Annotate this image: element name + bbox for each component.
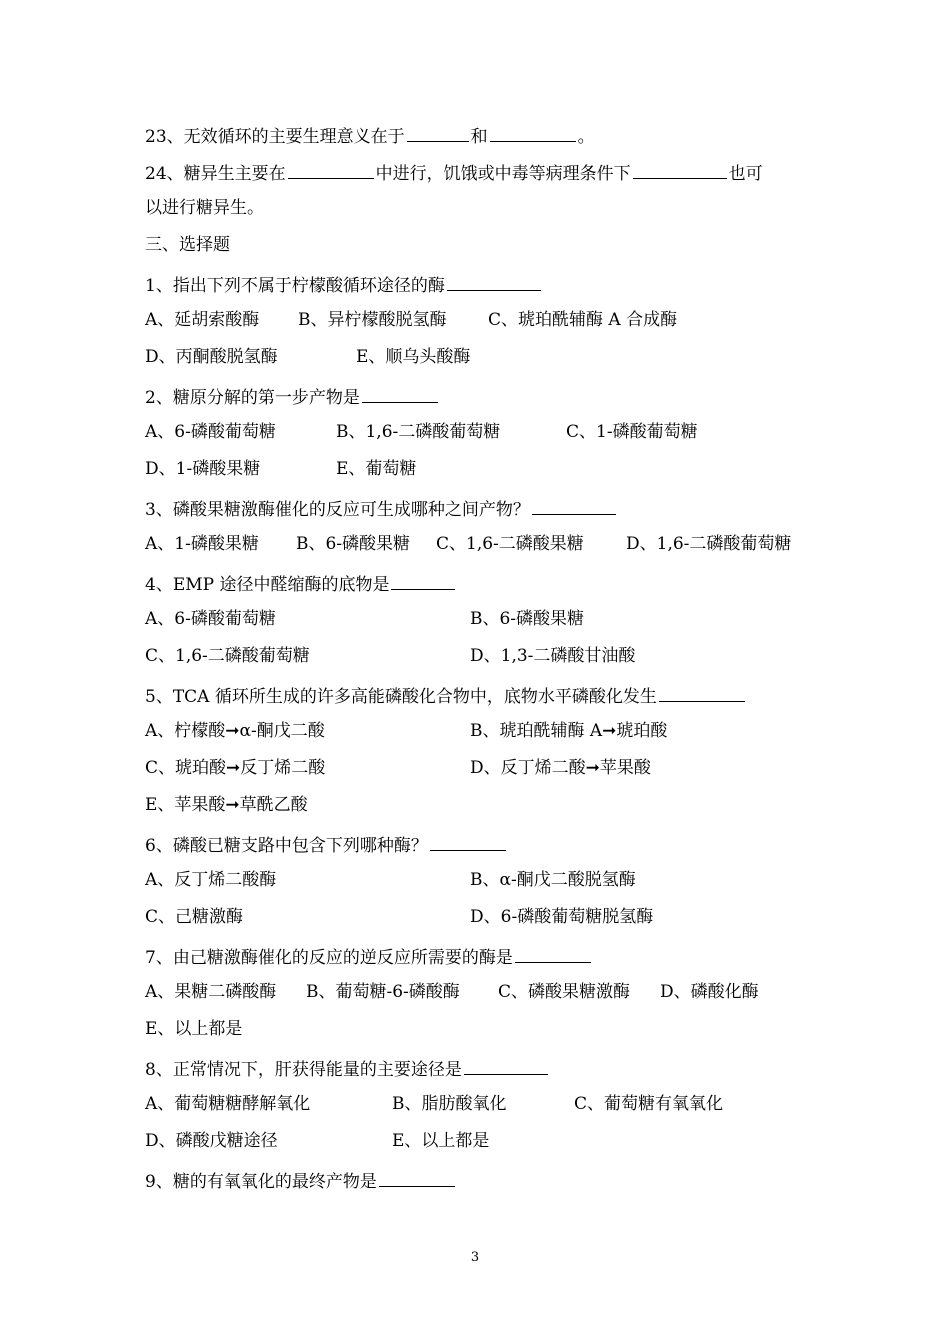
option-a: A、6-磷酸葡萄糖 xyxy=(145,609,276,629)
option-b: B、脂肪酸氧化 xyxy=(392,1094,507,1114)
question-23: 23、无效循环的主要生理意义在于 和 。 xyxy=(145,123,595,148)
answer-blank xyxy=(288,160,374,179)
answer-blank xyxy=(464,1056,548,1075)
answer-blank xyxy=(379,1168,455,1187)
option-b: B、α-酮戊二酸脱氢酶 xyxy=(470,870,636,890)
answer-blank xyxy=(490,123,576,142)
option-c: C、磷酸果糖激酶 xyxy=(498,982,631,1002)
option-b: B、1,6-二磷酸葡萄糖 xyxy=(336,422,501,442)
page-number: 3 xyxy=(470,1250,480,1265)
option-e: E、葡萄糖 xyxy=(336,459,417,479)
question-6: 6、磷酸已糖支路中包含下列哪种酶？ xyxy=(145,832,508,857)
option-c: C、葡萄糖有氧氧化 xyxy=(574,1094,724,1114)
option-a: A、反丁烯二酸酶 xyxy=(145,870,277,890)
option-d: D、6-磷酸葡萄糖脱氢酶 xyxy=(470,907,654,927)
option-a: A、延胡索酸酶 xyxy=(145,310,260,330)
option-e: E、以上都是 xyxy=(392,1131,490,1151)
option-d: D、磷酸戊糖途径 xyxy=(145,1131,278,1151)
section-heading: 三、选择题 xyxy=(145,235,230,255)
option-d: D、反丁烯二酸➞苹果酸 xyxy=(470,758,651,778)
answer-blank xyxy=(515,944,591,963)
option-b: B、琥珀酰辅酶 A➞琥珀酸 xyxy=(470,721,668,741)
option-a: A、1-磷酸果糖 xyxy=(145,534,259,554)
option-d: D、1,6-二磷酸葡萄糖 xyxy=(626,534,792,554)
option-c: C、己糖激酶 xyxy=(145,907,244,927)
option-d: D、1,3-二磷酸甘油酸 xyxy=(470,646,636,666)
answer-blank xyxy=(633,160,727,179)
option-e: E、顺乌头酸酶 xyxy=(356,347,471,367)
question-2: 2、糖原分解的第一步产物是 xyxy=(145,384,440,409)
option-d: D、磷酸化酶 xyxy=(660,982,759,1002)
question-8: 8、正常情况下，肝获得能量的主要途径是 xyxy=(145,1056,550,1081)
question-5: 5、TCA 循环所生成的许多高能磷酸化合物中，底物水平磷酸化发生 xyxy=(145,683,747,708)
option-c: C、1-磷酸葡萄糖 xyxy=(566,422,698,442)
answer-blank xyxy=(532,496,616,515)
question-24: 24、糖异生主要在 中进行，饥饿或中毒等病理条件下 也可 xyxy=(145,160,763,185)
option-a: A、6-磷酸葡萄糖 xyxy=(145,422,276,442)
option-b: B、6-磷酸果糖 xyxy=(470,609,585,629)
option-b: B、6-磷酸果糖 xyxy=(296,534,411,554)
option-c: C、1,6-二磷酸葡萄糖 xyxy=(145,646,310,666)
question-3: 3、磷酸果糖激酶催化的反应可生成哪种之间产物？ xyxy=(145,496,618,521)
option-d: D、1-磷酸果糖 xyxy=(145,459,261,479)
option-c: C、琥珀酰辅酶 A 合成酶 xyxy=(488,310,678,330)
option-c: C、琥珀酸➞反丁烯二酸 xyxy=(145,758,326,778)
question-24-continued: 以进行糖异生。 xyxy=(145,198,264,218)
question-1: 1、指出下列不属于柠檬酸循环途径的酶 xyxy=(145,272,543,297)
option-e: E、以上都是 xyxy=(145,1019,243,1039)
option-c: C、1,6-二磷酸果糖 xyxy=(436,534,584,554)
answer-blank xyxy=(659,683,745,702)
answer-blank xyxy=(362,384,438,403)
option-e: E、苹果酸➞草酰乙酸 xyxy=(145,795,308,815)
question-9: 9、糖的有氧氧化的最终产物是 xyxy=(145,1168,457,1193)
option-d: D、丙酮酸脱氢酶 xyxy=(145,347,278,367)
option-a: A、柠檬酸➞α-酮戊二酸 xyxy=(145,721,325,741)
option-b: B、葡萄糖-6-磷酸酶 xyxy=(306,982,460,1002)
answer-blank xyxy=(407,123,469,142)
answer-blank xyxy=(430,832,506,851)
answer-blank xyxy=(391,571,455,590)
option-a: A、果糖二磷酸酶 xyxy=(145,982,277,1002)
question-4: 4、EMP 途径中醛缩酶的底物是 xyxy=(145,571,457,596)
question-7: 7、由己糖激酶催化的反应的逆反应所需要的酶是 xyxy=(145,944,593,969)
option-b: B、异柠檬酸脱氢酶 xyxy=(298,310,447,330)
answer-blank xyxy=(447,272,541,291)
option-a: A、葡萄糖糖酵解氧化 xyxy=(145,1094,311,1114)
